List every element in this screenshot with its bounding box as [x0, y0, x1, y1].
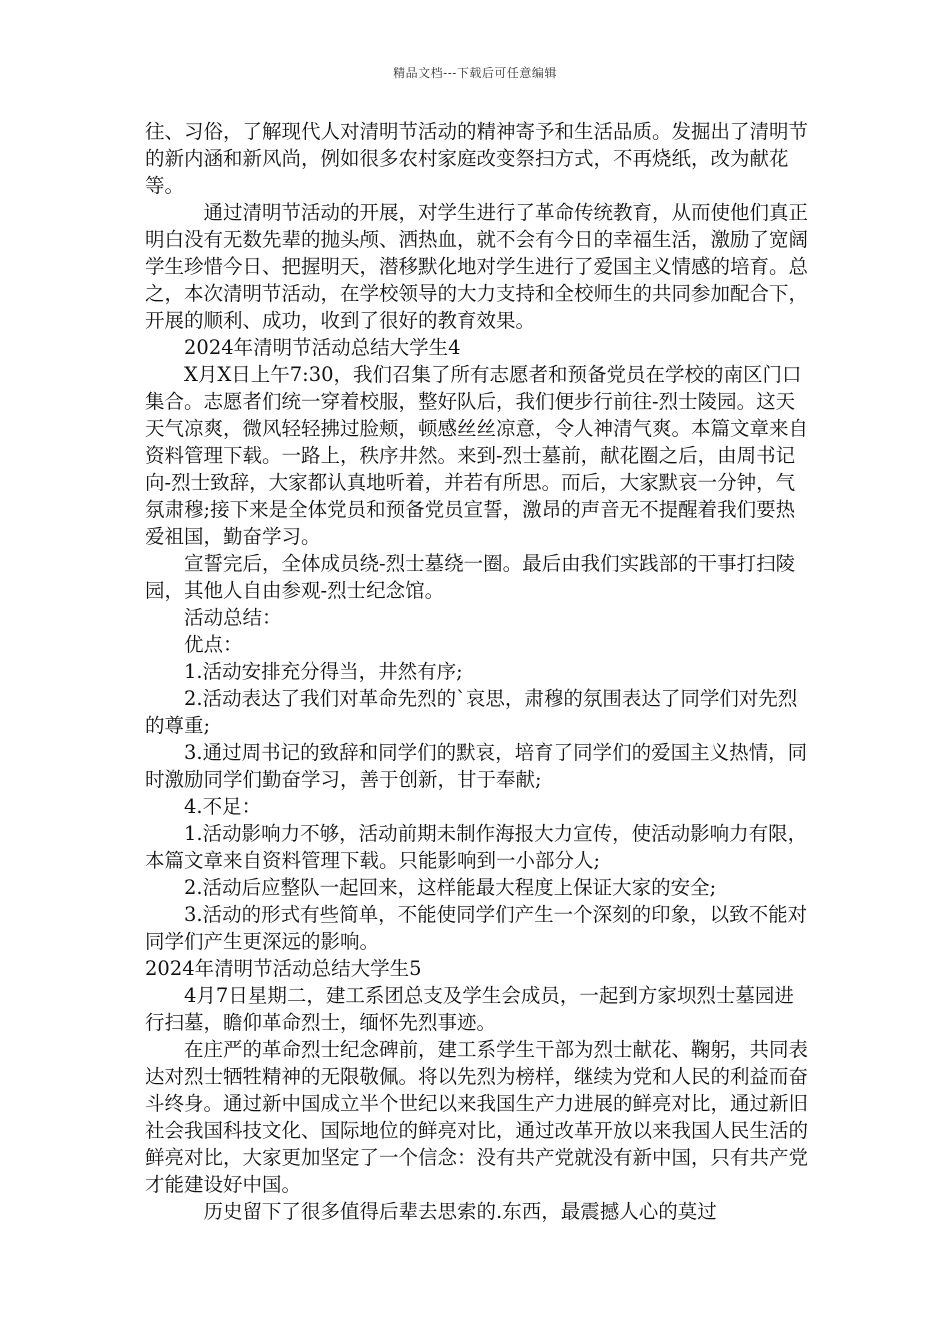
list-item: 2.活动后应整队一起回来，这样能最大程度上保证大家的安全;: [184, 876, 717, 899]
paragraph: 4月7日星期二，建工系团总支及学生会成员，一起到方家坝烈士墓园进行扫墓，瞻仰革命烈士，缅怀先烈事迹。: [145, 984, 794, 1034]
paragraph: X月X日上午7:30，我们召集了所有志愿者和预备党员在学校的南区门口集合。志愿者们统一穿着校服，整好队后，我们便步行前往-烈士陵园。这天天气凉爽，微风轻轻拂过脸颊，顿感丝丝凉意，令人神清气爽。本篇文章来自资料管理下载。一路上，秩序井然。来到-烈士墓前，献花圈之后，由周书记向-烈士致辞，大家都认真地听着，并若有所思。而后，大家默哀一分钟，气氛肃穆;接下来是全体党员和预备党员宣誓，激昂的声音无不提醒着我们要热爱祖国，勤奋学习。: [145, 363, 809, 548]
list-item: 4.不足：: [184, 795, 262, 818]
paragraph: 历史留下了很多值得后辈去思索的.东西，最震撼人心的莫过: [203, 1200, 717, 1223]
section-heading: 2024年清明节活动总结大学生4: [184, 336, 461, 359]
paragraph: 在庄严的革命烈士纪念碑前，建工系学生干部为烈士献花、鞠躬，共同表达对烈士牺牲精神的无限敬佩。将以先烈为榜样，继续为党和人民的利益而奋斗终身。通过新中国成立半个世纪以来我国生产力进展的鲜亮对比，通过新旧社会我国科技文化、国际地位的鲜亮对比，通过改革开放以来我国人民生活的鲜亮对比，大家更加坚定了一个信念：没有共产党就没有新中国，只有共产党才能建设好中国。: [145, 1038, 809, 1196]
paragraph: 活动总结：: [184, 606, 282, 629]
list-item: 1.活动安排充分得当，井然有序;: [184, 660, 463, 683]
paragraph: 往、习俗，了解现代人对清明节活动的精神寄予和生活品质。发掘出了清明节的新内涵和新风尚，例如很多农村家庭改变祭扫方式，不再烧纸，改为献花等。: [145, 120, 809, 197]
paragraph: 宣誓完后，全体成员绕-烈士墓绕一圈。最后由我们实践部的干事打扫陵园，其他人自由参观-烈士纪念馆。: [145, 552, 796, 602]
page-header: 精品文档---下载后可任意编辑: [393, 66, 557, 80]
document-body: [145, 118, 813, 1225]
list-item: 2.活动表达了我们对革命先烈的`哀思，肃穆的氛围表达了同学们对先烈的尊重;: [145, 687, 798, 737]
paragraph: 优点：: [184, 633, 243, 656]
list-item: 3.活动的形式有些简单，不能使同学们产生一个深刻的印象，以致不能对同学们产生更深远的影响。: [145, 903, 808, 953]
section-heading: 2024年清明节活动总结大学生5: [145, 957, 422, 980]
list-item: 3.通过周书记的致辞和同学们的默哀，培育了同学们的爱国主义热情，同时激励同学们勤奋学习，善于创新，甘于奉献;: [145, 741, 808, 791]
list-item: 1.活动影响力不够，活动前期未制作海报大力宣传，使活动影响力有限，本篇文章来自资料管理下载。只能影响到一小部分人;: [145, 822, 808, 872]
paragraph: 通过清明节活动的开展，对学生进行了革命传统教育，从而使他们真正明白没有无数先辈的抛头颅、洒热血，就不会有今日的幸福生活，激励了宽阔学生珍惜今日、把握明天，潜移默化地对学生进行了爱国主义情感的培育。总之，本次清明节活动，在学校领导的大力支持和全校师生的共同参加配合下，开展的顺利、成功，收到了很好的教育效果。: [145, 201, 809, 332]
